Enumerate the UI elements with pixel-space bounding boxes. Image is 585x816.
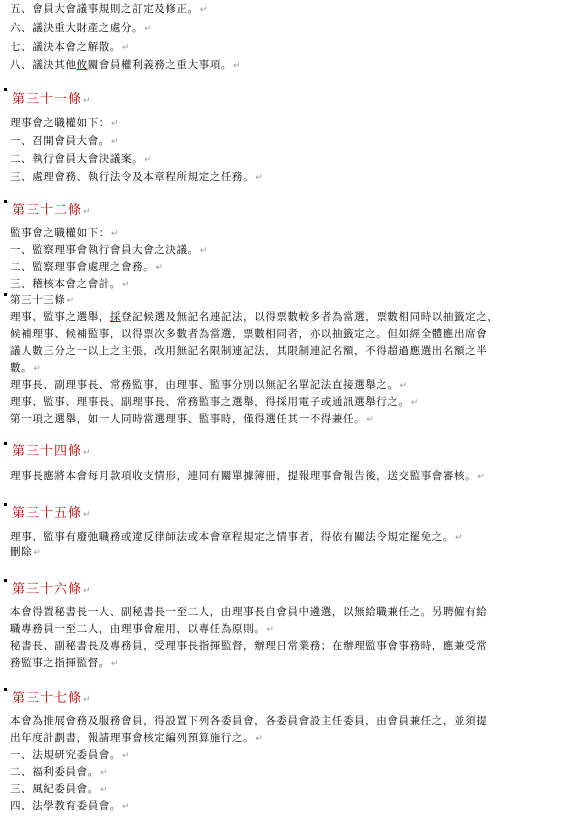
text-line [10, 782, 108, 797]
line-text: 數。 [10, 362, 33, 374]
text-line [10, 765, 108, 780]
article-heading [12, 691, 92, 708]
paragraph-mark-icon: ↵ [477, 472, 486, 482]
text-line [10, 152, 152, 167]
paragraph-mark-icon: ↵ [144, 155, 153, 165]
text-line [10, 277, 130, 292]
paragraph-bullet-icon [4, 503, 7, 506]
paragraph-mark-icon: ↵ [399, 381, 408, 391]
line-text: 七、議決本會之解散。 [10, 41, 121, 53]
text-line [10, 58, 241, 73]
paragraph-bullet-icon [4, 688, 7, 691]
paragraph-mark-icon: ↵ [199, 246, 208, 256]
paragraph-mark-icon: ↵ [122, 802, 131, 812]
text-line [10, 134, 119, 149]
paragraph-bullet-icon [4, 442, 7, 445]
line-text: 一、召開會員大會。 [10, 135, 110, 147]
line-text: 二、執行會員大會決議案。 [10, 153, 144, 165]
line-text: 五、會員大會議事規則之訂定及修正。 [10, 3, 199, 15]
paragraph-mark-icon: ↵ [110, 137, 120, 147]
line-text: 第一項之選舉，如一人同時當選理事、監事時，僅得選任其一不得兼任。 [10, 413, 366, 425]
line-text: 一、法規研究委員會。 [10, 749, 121, 761]
text-line [10, 344, 487, 358]
heading-text: 第三十七條 [12, 691, 83, 706]
paragraph-bullet-icon [4, 200, 7, 203]
article-heading [12, 203, 92, 220]
article-heading [12, 582, 92, 599]
paragraph-mark-icon: ↵ [455, 533, 464, 543]
paragraph-mark-icon: ↵ [33, 548, 42, 558]
line-text: 登記候選及無記名連記法，以得票數較多者為當選，票數相同時以抽籤定之， [121, 311, 499, 323]
spellcheck-underlined-word: 攸 [76, 59, 88, 71]
paragraph-mark-icon: ↵ [255, 734, 264, 744]
text-line [10, 656, 119, 671]
line-text: 理事、監事有廢弛職務或違反律師法或本會章程規定之情事者，得依有關法令規定罷免之。 [10, 531, 454, 543]
paragraph-mark-icon: ↵ [99, 785, 108, 795]
spellcheck-underlined-word: 採 [109, 311, 122, 323]
text-line [10, 116, 119, 131]
paragraph-mark-icon: ↵ [233, 61, 242, 71]
line-text: 二、福利委員會。 [10, 766, 99, 778]
paragraph-mark-icon: ↵ [155, 263, 164, 273]
text-line [10, 748, 130, 763]
line-text: 第三十三條 [10, 294, 66, 306]
line-text: 刪除 [10, 546, 33, 558]
text-line [10, 310, 498, 324]
line-text: 理事長、副理事長、常務監事，由理事、監事分別以無記名單記法直接選舉之。 [10, 379, 399, 391]
paragraph-mark-icon: ↵ [110, 659, 120, 669]
text-line [10, 799, 130, 814]
text-line [10, 378, 408, 393]
line-text: 本會為推展會務及服務會員，得設置下列各委員會，各委員會設主任委員，由會員兼任之，並須提 [10, 715, 488, 727]
heading-text: 第三十二條 [12, 203, 83, 218]
line-text: 理事長應將本會每月款項收支情形，連同有關單據簿冊，提報理事會報告後，送交監事會審核。 [10, 470, 477, 482]
line-text: 候補理事、候補監事，以得票次多數者為當選，票數相同者，亦以抽籤定之。但如經全體應出席會 [10, 328, 488, 340]
line-text: 出年度計劃書，報請理事會核定編列預算施行之。 [10, 732, 255, 744]
paragraph-mark-icon: ↵ [110, 119, 120, 129]
text-line [10, 170, 263, 185]
paragraph-mark-icon: ↵ [410, 398, 419, 408]
paragraph-bullet-icon [4, 293, 7, 296]
text-line [10, 469, 485, 484]
line-text: 職專務員一至二人，由理事會雇用，以專任為原則。 [10, 623, 266, 635]
text-line [10, 21, 152, 36]
paragraph-mark-icon: ↵ [144, 24, 153, 34]
line-text: 理事會之職權如下： [10, 117, 110, 129]
text-line [10, 243, 208, 258]
paragraph-mark-icon: ↵ [33, 364, 42, 374]
paragraph-mark-icon: ↵ [83, 510, 92, 520]
text-line [10, 545, 41, 560]
line-text: 理事、監事、理事長、副理事長、常務監事之選舉，得採用電子或通訊選舉行之。 [10, 396, 410, 408]
line-text: 一、監察理事會執行會員大會之決議。 [10, 244, 199, 256]
paragraph-mark-icon: ↵ [99, 768, 108, 778]
text-line [10, 226, 119, 241]
text-line [10, 622, 274, 637]
text-line [10, 293, 75, 308]
paragraph-mark-icon: ↵ [110, 229, 120, 239]
text-line [10, 2, 208, 17]
text-line [10, 731, 263, 746]
line-text: 監事會之職權如下： [10, 227, 110, 239]
paragraph-mark-icon: ↵ [122, 43, 131, 53]
line-text: 八、議決其他 [10, 59, 77, 71]
paragraph-mark-icon: ↵ [83, 695, 92, 705]
heading-text: 第三十六條 [12, 582, 83, 597]
line-text: 三、處理會務、執行法令及本章程所規定之任務。 [10, 171, 255, 183]
paragraph-bullet-icon [4, 88, 7, 91]
text-line [10, 412, 374, 427]
line-text: 四、法學教育委員會。 [10, 800, 121, 812]
text-line [10, 605, 487, 619]
paragraph-mark-icon: ↵ [83, 586, 92, 596]
line-text: 三、稽核本會之會計。 [10, 278, 121, 290]
line-text: 三、風紀委員會。 [10, 783, 99, 795]
line-text: 秘書長、副秘書長及專務員，受理事長指揮監督，辦理日常業務；在辦理監事會事務時，應兼受常 [10, 640, 488, 652]
paragraph-bullet-icon [4, 579, 7, 582]
article-heading [12, 92, 92, 109]
line-text: 二、監察理事會處理之會務。 [10, 261, 155, 273]
paragraph-mark-icon: ↵ [83, 448, 92, 458]
text-line [10, 639, 487, 653]
paragraph-mark-icon: ↵ [255, 173, 264, 183]
line-text: 六、議決重大財產之處分。 [10, 22, 144, 34]
line-text: 關會員權利義務之重大事項。 [87, 59, 233, 71]
line-text: 本會得置秘書長一人、副秘書長一至二人，由理事長自會員中遴選，以無給職兼任之。另聘僱有給 [10, 606, 488, 618]
paragraph-mark-icon: ↵ [122, 751, 131, 761]
line-text: 議人數三分之一以上之主張，改用無記名限制連記法，其限制連記名額，不得超過應選出名額之半 [10, 345, 488, 357]
article-heading [12, 506, 92, 523]
text-line [10, 40, 130, 55]
heading-text: 第三十一條 [12, 92, 83, 107]
text-line [10, 327, 487, 341]
text-line [10, 260, 163, 275]
line-text: 理事、監事之選舉， [10, 311, 110, 323]
paragraph-mark-icon: ↵ [83, 96, 92, 106]
heading-text: 第三十四條 [12, 444, 83, 459]
text-line [10, 395, 419, 410]
paragraph-mark-icon: ↵ [66, 296, 75, 306]
paragraph-mark-icon: ↵ [199, 5, 208, 15]
paragraph-mark-icon: ↵ [266, 625, 275, 635]
line-text: 務監事之指揮監督。 [10, 657, 110, 669]
paragraph-mark-icon: ↵ [122, 280, 131, 290]
text-line [10, 530, 463, 545]
text-line [10, 714, 487, 728]
article-heading [12, 444, 92, 461]
heading-text: 第三十五條 [12, 506, 83, 521]
paragraph-mark-icon: ↵ [83, 207, 92, 217]
text-line [10, 361, 41, 376]
paragraph-mark-icon: ↵ [366, 415, 375, 425]
